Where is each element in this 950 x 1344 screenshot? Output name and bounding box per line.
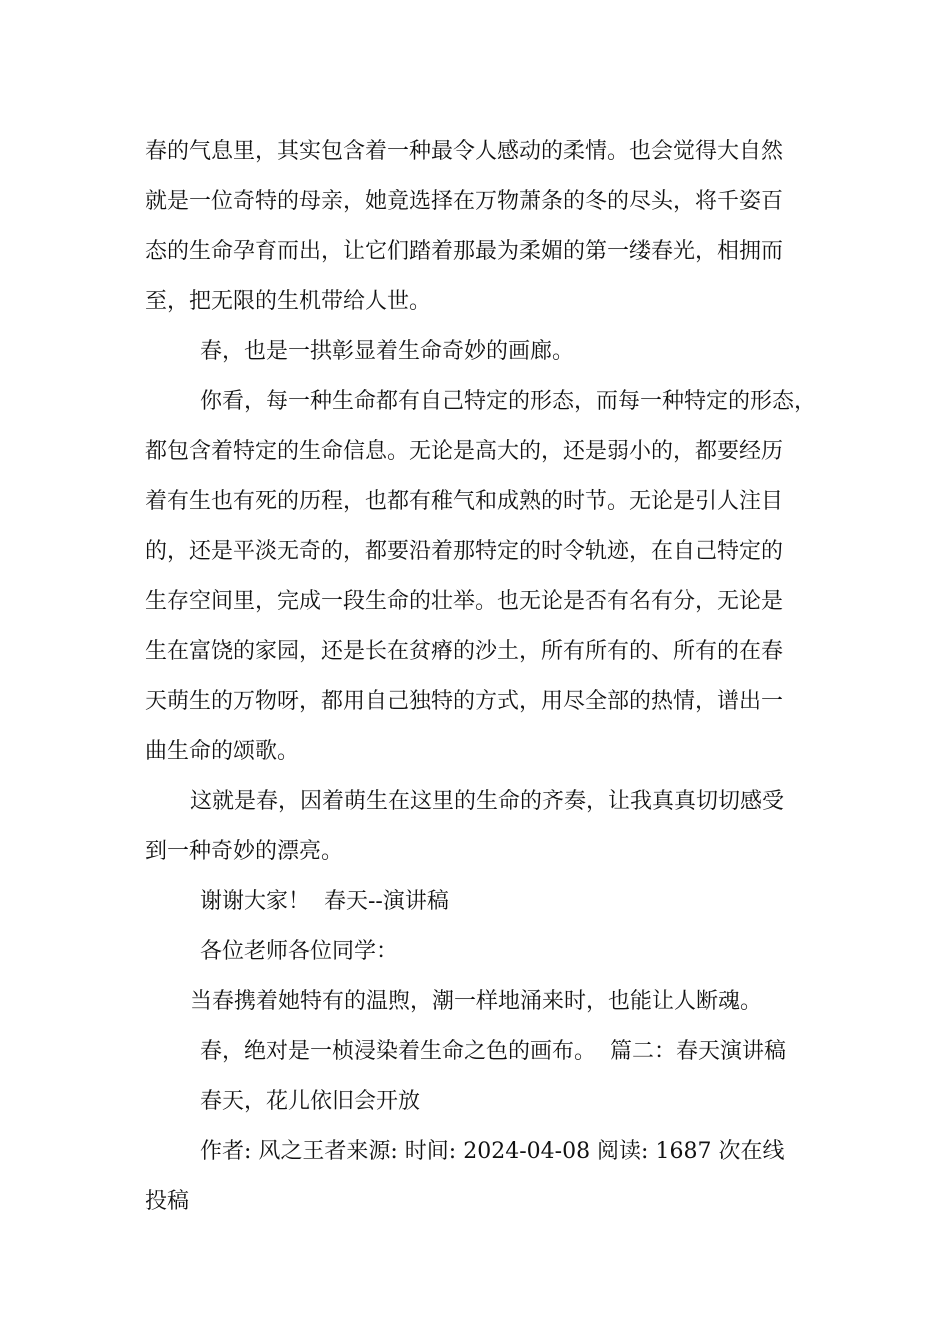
text-line: 曲生命的颂歌。 <box>145 739 300 764</box>
text-line: 春天，花儿依旧会开放 <box>200 1089 421 1114</box>
text-line: 你看，每一种生命都有自己特定的形态，而每一种特定的形态， <box>200 389 817 414</box>
text-line: 生在富饶的家园，还是长在贫瘠的沙土，所有所有的、所有的在春 <box>145 639 784 664</box>
text-line: 着有生也有死的历程，也都有稚气和成熟的时节。无论是引人注目 <box>145 489 784 514</box>
text-line: 投稿 <box>145 1189 190 1214</box>
text-line: 春，绝对是一桢浸染着生命之色的画布。 篇二：春天演讲稿 <box>200 1039 786 1064</box>
text-line: 春的气息里，其实包含着一种最令人感动的柔情。也会觉得大自然 <box>145 139 784 164</box>
text-line: 各位老师各位同学： <box>200 939 399 964</box>
text-line: 都包含着特定的生命信息。无论是高大的，还是弱小的，都要经历 <box>145 439 784 464</box>
text-line: 当春携着她特有的温煦，潮一样地涌来时，也能让人断魂。 <box>190 989 763 1014</box>
text-line: 春，也是一拱彰显着生命奇妙的画廊。 <box>200 339 575 364</box>
text-line: 这就是春，因着萌生在这里的生命的齐奏，让我真真切切感受 <box>190 789 785 814</box>
text-line: 的，还是平淡无奇的，都要沿着那特定的时令轨迹，在自己特定的 <box>145 539 784 564</box>
text-line: 天萌生的万物呀，都用自己独特的方式，用尽全部的热情，谱出一 <box>145 689 784 714</box>
text-line: 生存空间里，完成一段生命的壮举。也无论是否有名有分，无论是 <box>145 589 784 614</box>
text-line: 至，把无限的生机带给人世。 <box>145 289 432 314</box>
text-line: 作者: 风之王者来源: 时间: 2024-04-08 阅读: 1687 次在线 <box>200 1139 785 1164</box>
text-line: 谢谢大家！ 春天--演讲稿 <box>200 889 449 914</box>
text-line: 到一种奇妙的漂亮。 <box>145 839 344 864</box>
text-line: 态的生命孕育而出，让它们踏着那最为柔媚的第一缕春光，相拥而 <box>145 239 784 264</box>
text-line: 就是一位奇特的母亲，她竟选择在万物萧条的冬的尽头，将千姿百 <box>145 189 784 214</box>
